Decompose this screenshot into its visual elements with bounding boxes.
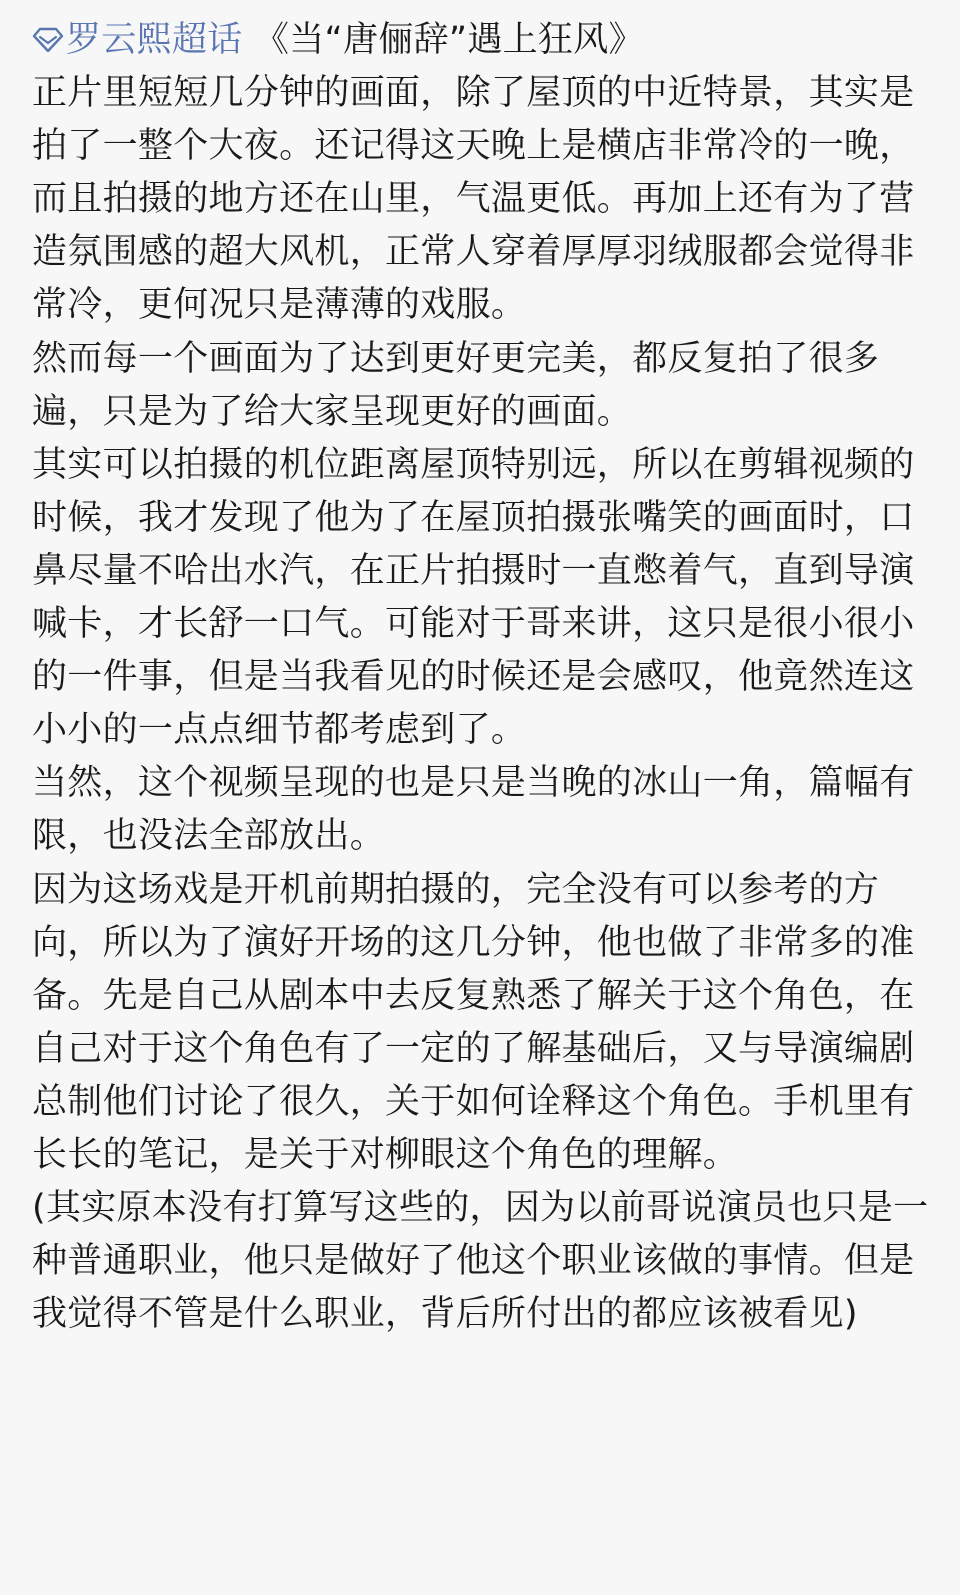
post-title: 《当“唐俪辞”遇上狂风》 xyxy=(253,20,644,60)
topic-name[interactable]: 罗云熙超话 xyxy=(66,20,243,60)
paragraph-6: (其实原本没有打算写这些的，因为以前哥说演员也只是一种普通职业，他只是做好了他这个职业该做的事情。但是我觉得不管是什么职业，背后所付出的都应该被看见) xyxy=(32,1188,929,1335)
paragraph-1: 正片里短短几分钟的画面，除了屋顶的中近特景，其实是拍了一整个大夜。还记得这天晚上是横店非常冷的一晚，而且拍摄的地方还在山里，气温更低。再加上还有为了营造氛围感的超大风机，正常人穿着厚厚羽绒服都会觉得非常冷，更何况只是薄薄的戏服。 xyxy=(32,73,915,326)
paragraph-4: 当然，这个视频呈现的也是只是当晚的冰山一角，篇幅有限，也没法全部放出。 xyxy=(32,763,915,857)
post-header-line xyxy=(32,14,932,67)
post-body xyxy=(32,14,932,1341)
paragraph-5: 因为这场戏是开机前期拍摄的，完全没有可以参考的方向，所以为了演好开场的这几分钟，他也做了非常多的准备。先是自己从剧本中去反复熟悉了解关于这个角色，在自己对于这个角色有了一定的了解基础后，又与导演编剧总制他们讨论了很久，关于如何诠释这个角色。手机里有长长的笔记，是关于对柳眼这个角色的理解。 xyxy=(32,869,915,1175)
paragraph-2: 然而每一个画面为了达到更好更完美，都反复拍了很多遍，只是为了给大家呈现更好的画面。 xyxy=(32,338,880,432)
diamond-icon xyxy=(32,26,64,54)
topic-link[interactable] xyxy=(32,20,254,60)
paragraph-3: 其实可以拍摄的机位距离屋顶特别远，所以在剪辑视频的时候，我才发现了他为了在屋顶拍摄张嘴笑的画面时，口鼻尽量不哈出水汽，在正片拍摄时一直憋着气，直到导演喊卡，才长舒一口气。可能对于哥来讲，这只是很小很小的一件事，但是当我看见的时候还是会感叹，他竟然连这小小的一点点细节都考虑到了。 xyxy=(32,444,915,751)
